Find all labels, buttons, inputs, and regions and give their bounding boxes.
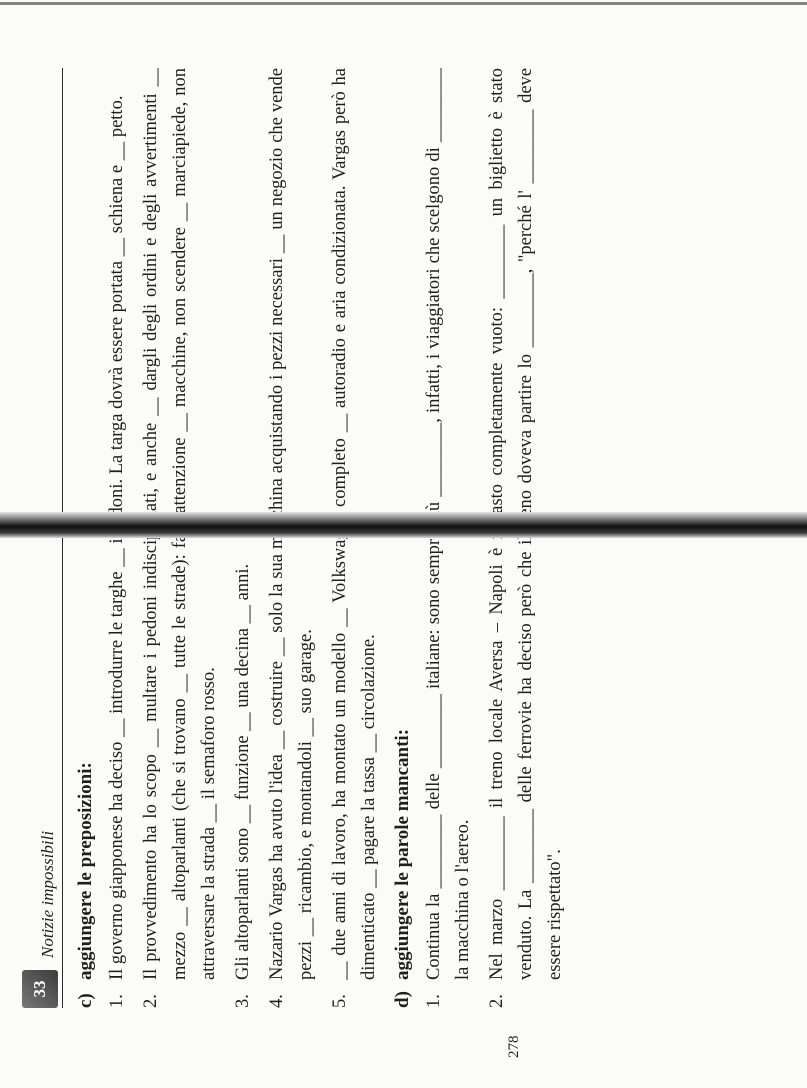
exercise-d-1: 1. Continua la ________ delle ________ italiane: sono sempre ________, infatti, i viaggiatori che scelgono di ________ la macchina o l'aereo. (424, 68, 473, 1008)
page-number: 278 (506, 1035, 522, 1058)
book-spine-shadow (0, 512, 807, 538)
section-c-title: c)aggiungere le preposizioni: (75, 762, 96, 1008)
chapter-badge-left: 33 (22, 970, 58, 1008)
exercise-c-5: 5. __ due anni di lavoro, ha montato un modello __ Volkswagen completo __ autoradio e aria condizionata. Vargas però ha dimenticato __ pagare la tassa __ circolazione. (330, 68, 379, 1008)
exercise-c-4: 4. Nazario Vargas ha avuto l'idea __ costruire __ solo la sua acquistando i pezzi necessari __ un negozio che vende pezzi __ ricambio, e montandoli __ suo garage. (267, 68, 316, 1008)
running-head-left: Notizie impossibili (38, 830, 57, 958)
exercise-c-1: 1. (107, 994, 127, 1008)
right-page (0, 0, 400, 512)
exercise-c-2: 2. Il provvedimento ha lo scopo __ multare i pedoni indisciplinati, e anche __ dargli degli ordini e degli avvertimenti __ mezzo __ altoparlanti (che si trovano __ tutte le strade): attenzione __ macchine, non scendere __ marciapiede, non attraversare la strada __ il semaforo rosso. (141, 68, 219, 1008)
exercise-c-3: 3. Gli altoparlanti sono __ funzione __ una decina __ anni. (233, 563, 253, 1008)
exercise-d-2: 2. Nel marzo ________ il treno locale Aversa – Napoli è completamente vuoto: ________ un biglietto è stato venduto. La ________ delle ferrovie ha deciso però che il treno doveva partire lo ________, "perché l' ________ deve essere rispettato". (487, 68, 565, 1008)
section-d-title: d)aggiungere le parole mancanti: (392, 728, 413, 1008)
